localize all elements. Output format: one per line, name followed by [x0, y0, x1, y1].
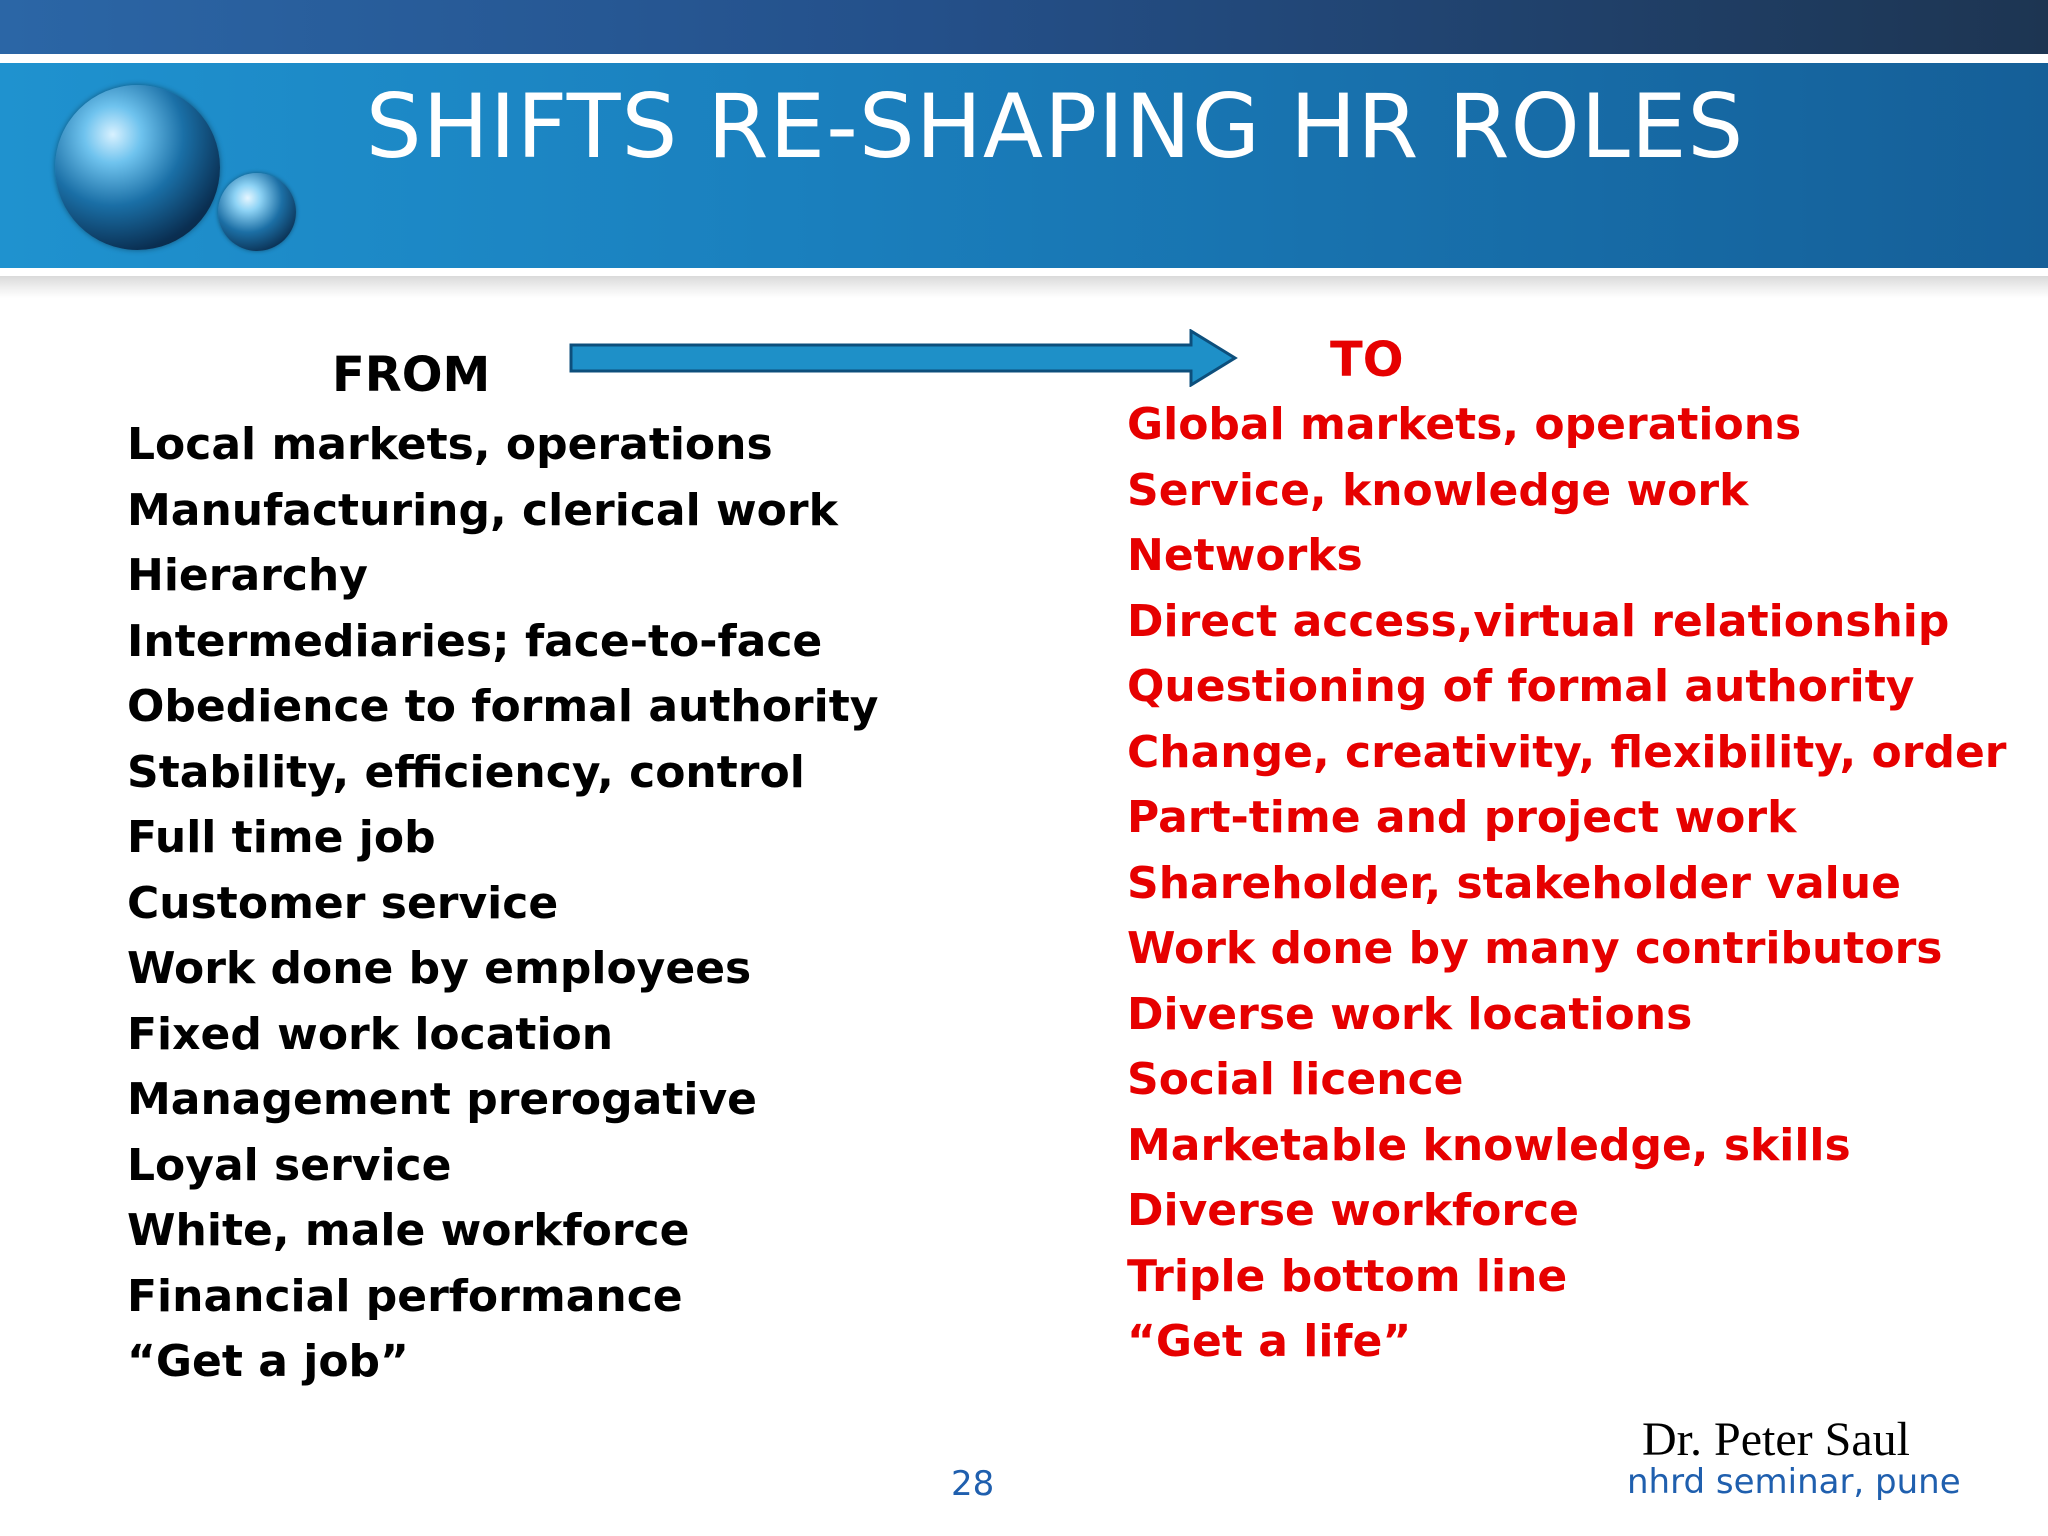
to-item: Marketable knowledge, skills [1127, 1119, 1851, 1171]
page-number: 28 [951, 1464, 995, 1504]
to-item: Diverse work locations [1127, 988, 1693, 1040]
header-divider [0, 54, 2048, 63]
from-item: Obedience to formal authority [127, 681, 879, 732]
right-arrow-icon [569, 329, 1239, 387]
slide-title: SHIFTS RE-SHAPING HR ROLES [365, 75, 1745, 178]
from-item: Work done by employees [127, 943, 752, 994]
author-name: Dr. Peter Saul [1642, 1413, 1910, 1466]
to-list [1127, 397, 2007, 1380]
from-list [127, 412, 927, 1395]
from-item: Fixed work location [127, 1008, 614, 1060]
banner-stripe [0, 268, 2048, 276]
from-item: “Get a job” [127, 1336, 409, 1387]
to-item: Change, creativity, flexibility, order [1127, 726, 2007, 778]
to-item: Global markets, operations [1127, 399, 1802, 450]
top-header-bar [0, 0, 2048, 54]
from-item: Manufacturing, clerical work [127, 484, 838, 536]
from-item: Stability, efficiency, control [127, 746, 805, 798]
to-heading: TO [1330, 332, 1404, 388]
from-item: White, male workforce [127, 1205, 690, 1256]
from-item: Financial performance [127, 1270, 683, 1322]
event-name: nhrd seminar, pune [1627, 1462, 1961, 1502]
to-item: Service, knowledge work [1127, 464, 1749, 516]
from-item: Management prerogative [127, 1074, 757, 1125]
from-item: Customer service [127, 877, 559, 929]
to-item: Work done by many contributors [1127, 923, 1943, 974]
from-item: Hierarchy [127, 550, 368, 601]
to-item: Social licence [1127, 1054, 1464, 1105]
to-item: Triple bottom line [1127, 1250, 1568, 1302]
to-item: “Get a life” [1127, 1316, 1412, 1367]
to-item: Direct access,virtual relationship [1127, 595, 1950, 647]
banner-shadow [0, 276, 2048, 298]
to-item: Questioning of formal authority [1127, 661, 1915, 712]
small-globe-icon [218, 173, 296, 251]
from-item: Local markets, operations [127, 419, 773, 470]
to-item: Shareholder, stakeholder value [1127, 857, 1901, 909]
to-item: Networks [1127, 530, 1363, 581]
from-heading: FROM [332, 347, 491, 403]
from-item: Full time job [127, 812, 436, 863]
to-item: Part-time and project work [1127, 792, 1797, 843]
from-item: Intermediaries; face-to-face [127, 615, 823, 667]
from-item: Loyal service [127, 1139, 452, 1191]
to-item: Diverse workforce [1127, 1185, 1580, 1236]
